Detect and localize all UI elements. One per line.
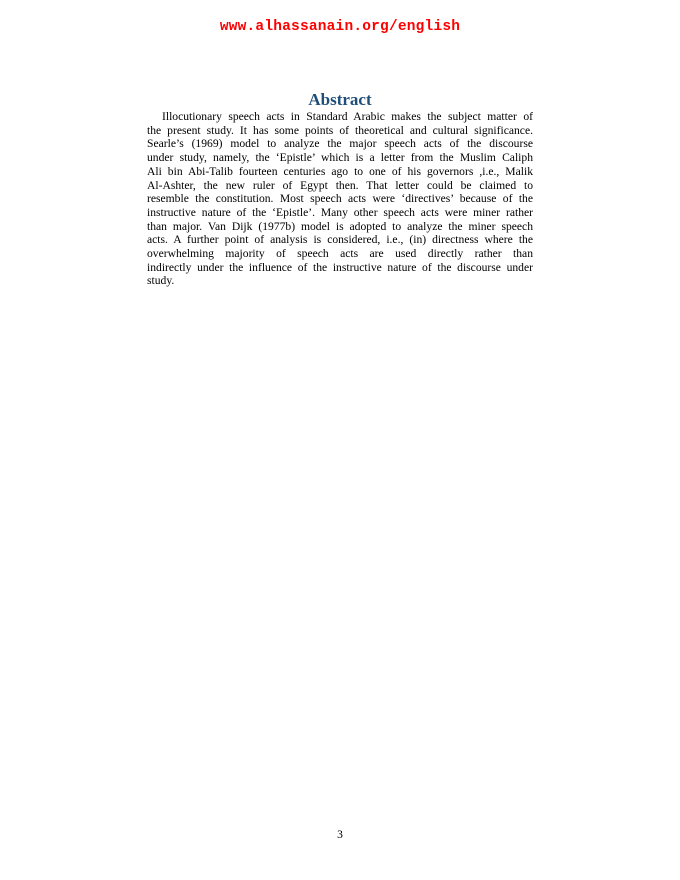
abstract-line: study. [147,274,175,288]
abstract-line: Al-Ashter, the new ruler of Egypt then. That letter could be claimed to [147,178,533,192]
abstract-line: Illocutionary speech acts in Standard Arabic makes the subject matter of [162,110,533,123]
page-number: 3 [337,829,343,841]
abstract-line: resemble the constitution. Most speech acts were ‘directives’ because of the [147,192,533,206]
abstract-line: acts. A further point of analysis is considered, i.e., (in) directness where the [147,233,533,247]
abstract-line: Ali bin Abi-Talib fourteen centuries ago to one of his governors ,i.e., Malik [147,164,533,178]
abstract-heading: Abstract [308,90,372,109]
header-url-link[interactable]: www.alhassanain.org/english [219,19,461,35]
abstract-paragraph [147,110,533,288]
abstract-line: than major. Van Dijk (1977b) model is adopted to analyze the miner speech [147,219,533,233]
abstract-line: indirectly under the influence of the instructive nature of the discourse under [147,260,533,274]
abstract-line: under study, namely, the ‘Epistle’ which is a letter from the Muslim Caliph [147,151,533,165]
abstract-line: instructive nature of the ‘Epistle’. Many other speech acts were miner rather [147,205,533,219]
abstract-line: Searle’s (1969) model to analyze the major speech acts of the discourse [147,137,533,151]
abstract-line: overwhelming majority of speech acts are used directly rather than [147,247,533,261]
abstract-line: the present study. It has some points of theoretical and cultural significance. [147,123,533,137]
